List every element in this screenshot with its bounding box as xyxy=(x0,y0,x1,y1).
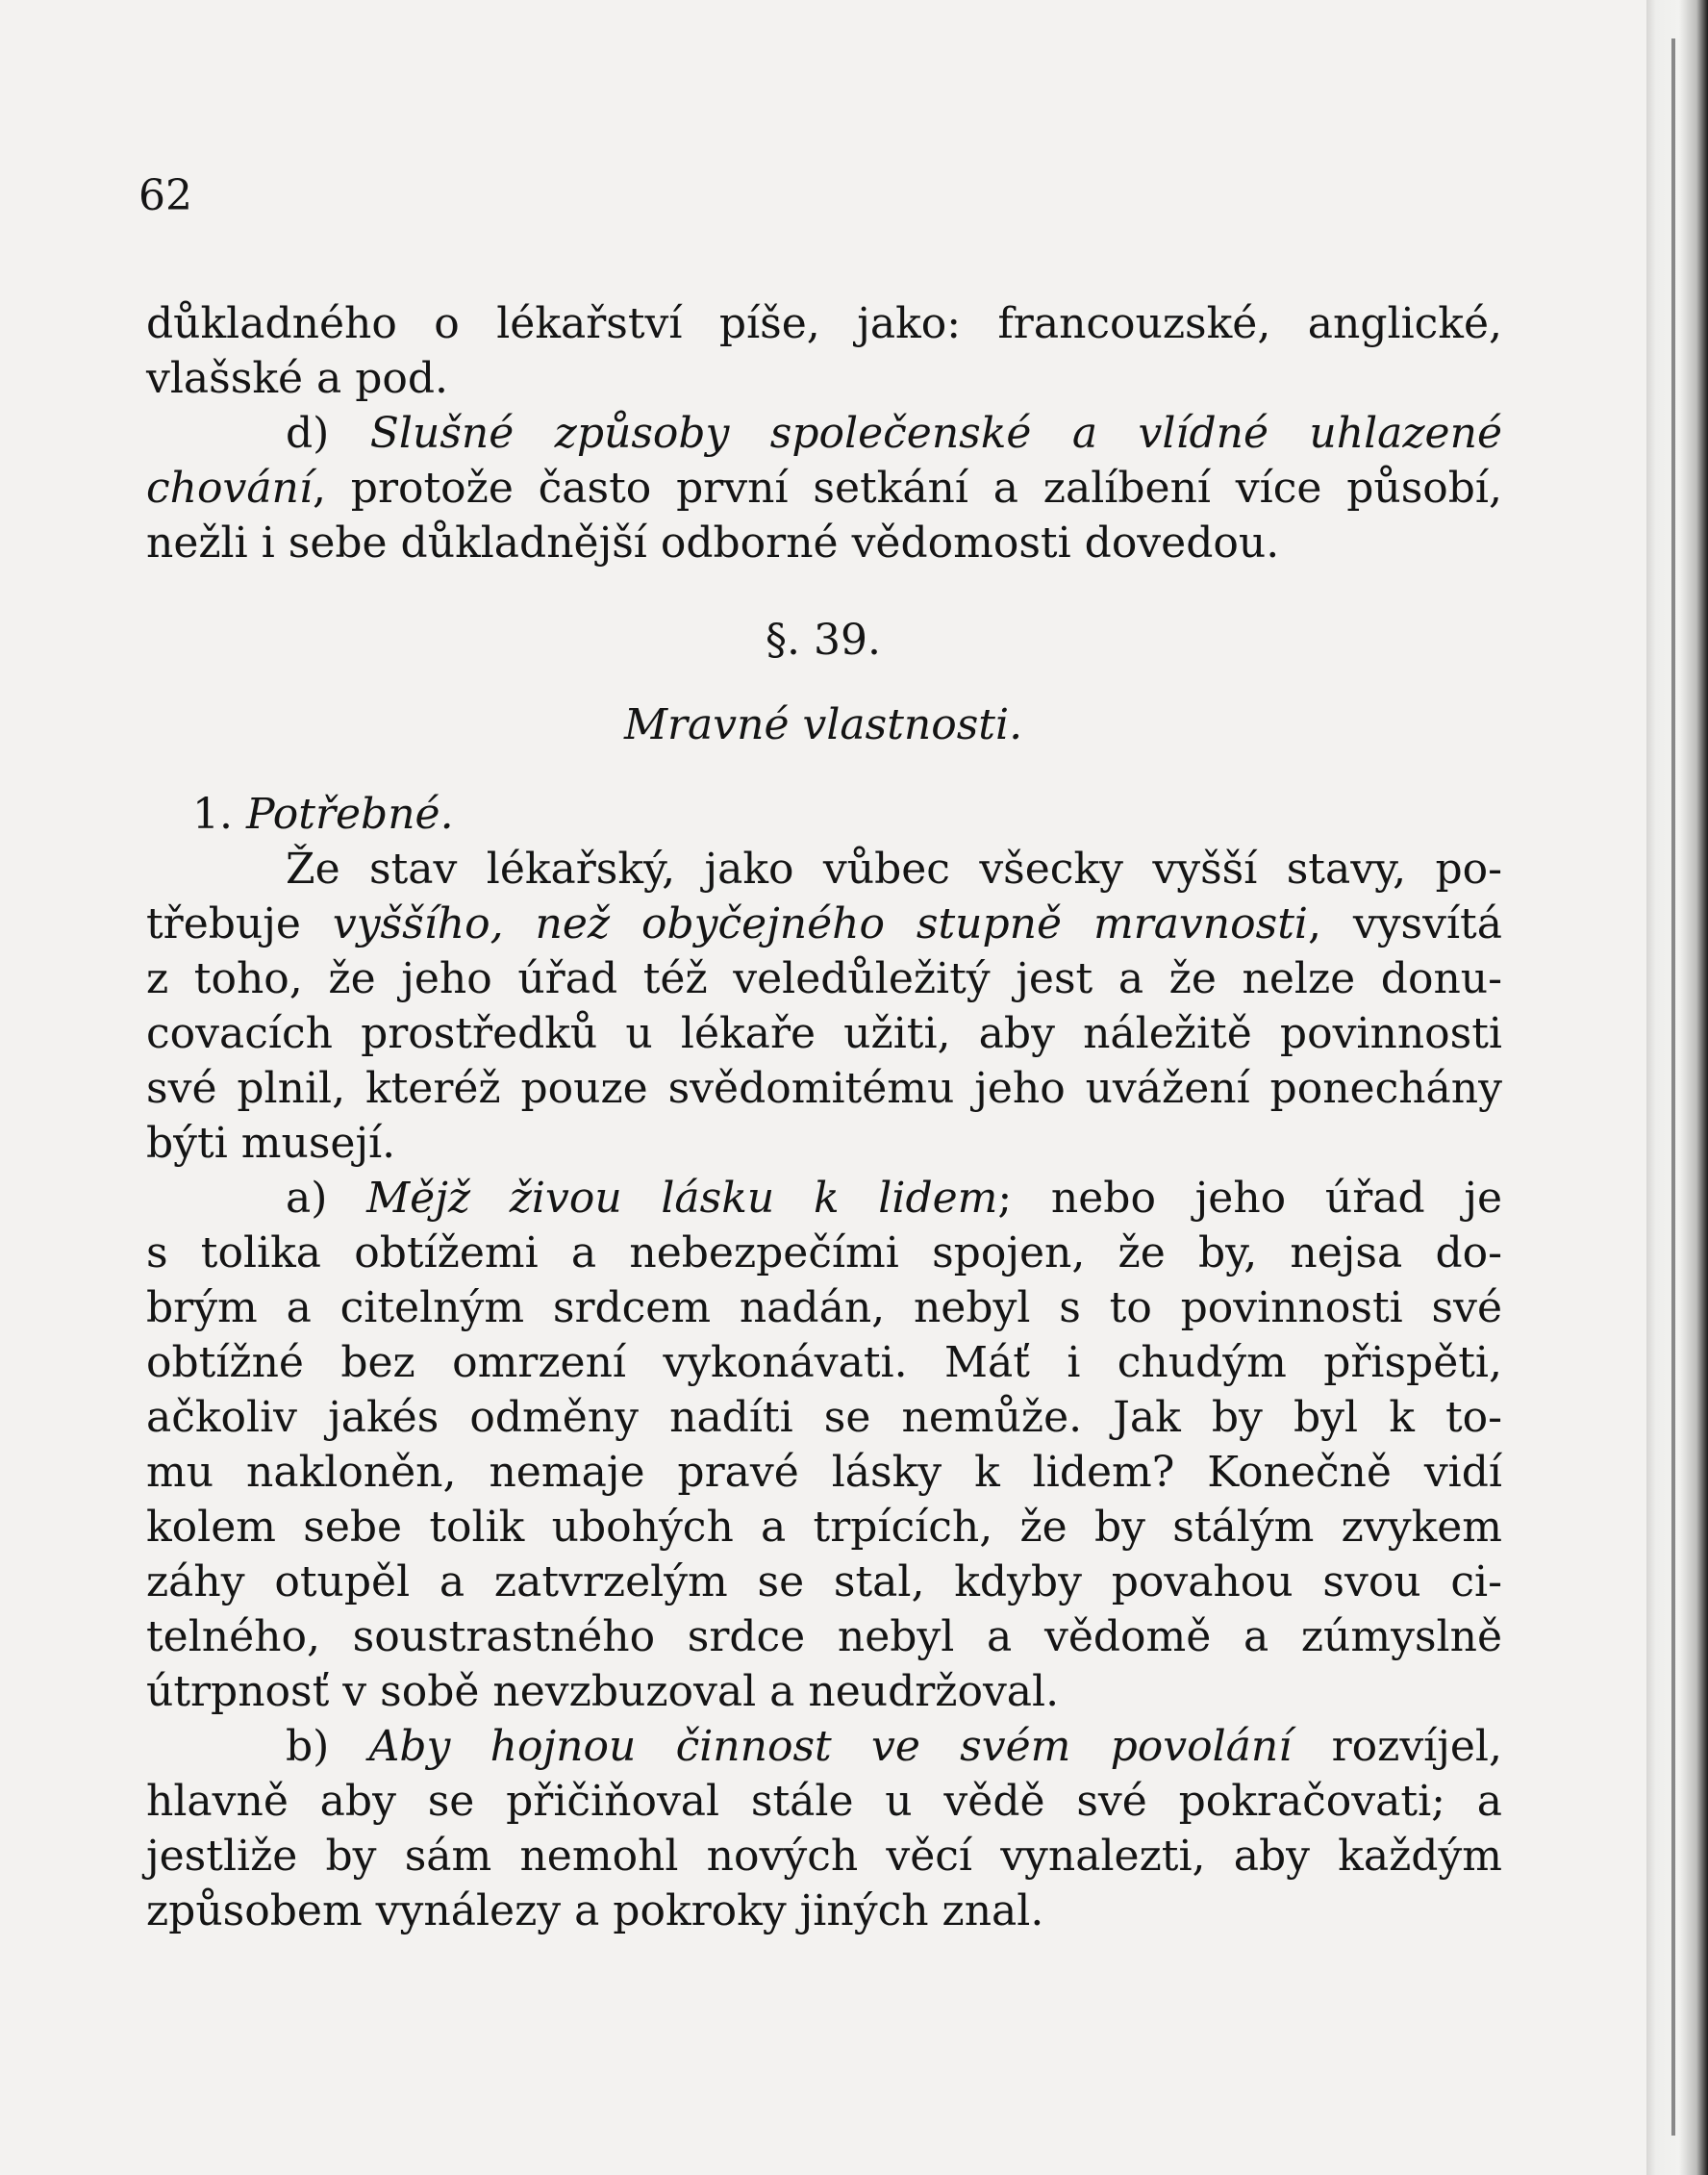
para-b-line1-rest: rozvíjel, xyxy=(1292,1722,1502,1771)
para-main-line4: covacích prostředků u lékaře užiti, aby náležitě povinnosti xyxy=(146,1009,1502,1058)
para-b-italic: Aby hojnou činnost ve svém povolání xyxy=(368,1722,1293,1771)
para-a-line1-rest: ; nebo jeho úřad je xyxy=(997,1174,1503,1223)
para-main-line2-b: , vysvítá xyxy=(1307,899,1502,948)
para-b-line4: způsobem vynálezy a pokroky jiných znal. xyxy=(146,1886,1044,1935)
section-number: §. 39. xyxy=(766,616,881,665)
para-main-line1: Že stav lékařský, jako vůbec všecky vyšší stavy, po- xyxy=(286,845,1502,894)
para-d-line2 xyxy=(146,461,1502,516)
section-title: Mravné vlastnosti. xyxy=(623,700,1023,749)
para-a-italic: Mějž živou lásku k lidem xyxy=(366,1174,998,1223)
subsection-title: Potřebné. xyxy=(245,790,454,839)
para-a-line8: záhy otupěl a zatvrzelým se stal, kdyby povahou svou ci- xyxy=(146,1557,1502,1606)
subsection-number: 1. xyxy=(192,790,233,839)
para-d-italic2: chování xyxy=(146,464,313,513)
para-b-line1 xyxy=(146,1719,1502,1774)
para-d-rest2: , protože často první setkání a zalíbení více působí, xyxy=(312,464,1502,513)
para-d-italic1: Slušné způsoby společenské a vlídné uhlazené xyxy=(369,409,1502,458)
para-b-line3: jestliže by sám nemohl nových věcí vynalezti, aby každým xyxy=(146,1832,1502,1881)
para1-line2: vlašské a pod. xyxy=(146,354,449,403)
text-block-top xyxy=(146,296,1502,570)
para-a-marker: a) xyxy=(286,1174,328,1223)
para-b-marker: b) xyxy=(286,1722,330,1771)
para-main-line6: býti musejí. xyxy=(146,1119,396,1168)
para-a-line6: mu nakloněn, nemaje pravé lásky k lidem? Konečně vidí xyxy=(146,1448,1502,1497)
para-main-line3: z toho, že jeho úřad též veledůležitý jest a že nelze donu- xyxy=(146,954,1502,1003)
subsection-heading xyxy=(146,787,1502,842)
page-number: 62 xyxy=(138,171,192,220)
para-main-line2-a: třebuje xyxy=(146,899,333,948)
para-a-line2: s tolika obtížemi a nebezpečími spojen, že by, nejsa do- xyxy=(146,1228,1502,1277)
page-edge-line xyxy=(1671,38,1675,2136)
para-main-line2-italic: vyššího, než obyčejného stupně mravnosti xyxy=(332,899,1308,948)
para-main-line2 xyxy=(146,897,1502,951)
page-edge-shadow xyxy=(1646,0,1708,2175)
para-d-marker: d) xyxy=(286,409,330,458)
text-block-main xyxy=(146,787,1502,1938)
para-a-line5: ačkoliv jakés odměny nadíti se nemůže. Jak by byl k to- xyxy=(146,1393,1502,1442)
para-d-line3: nežli i sebe důkladnější odborné vědomosti dovedou. xyxy=(146,518,1280,568)
para-a-line10: útrpnosť v sobě nevzbuzoval a neudržoval. xyxy=(146,1667,1060,1716)
para-a-line4: obtížné bez omrzení vykonávati. Máť i chudým přispěti, xyxy=(146,1338,1502,1387)
para-a-line3: brým a citelným srdcem nadán, nebyl s to povinnosti své xyxy=(146,1283,1502,1332)
para-a-line7: kolem sebe tolik ubohých a trpících, že by stálým zvykem xyxy=(146,1503,1502,1552)
para1-line1: důkladného o lékařství píše, jako: francouzské, anglické, xyxy=(146,299,1502,348)
para-b-line2: hlavně aby se přičiňoval stále u vědě své pokračovati; a xyxy=(146,1777,1502,1826)
para-d-line1 xyxy=(146,406,1502,461)
para-a-line9: telného, soustrastného srdce nebyl a vědomě a zúmyslně xyxy=(146,1612,1502,1661)
para-main-line5: své plnil, kteréž pouze svědomitému jeho uvážení ponechány xyxy=(146,1064,1502,1113)
para-a-line1 xyxy=(146,1171,1502,1226)
